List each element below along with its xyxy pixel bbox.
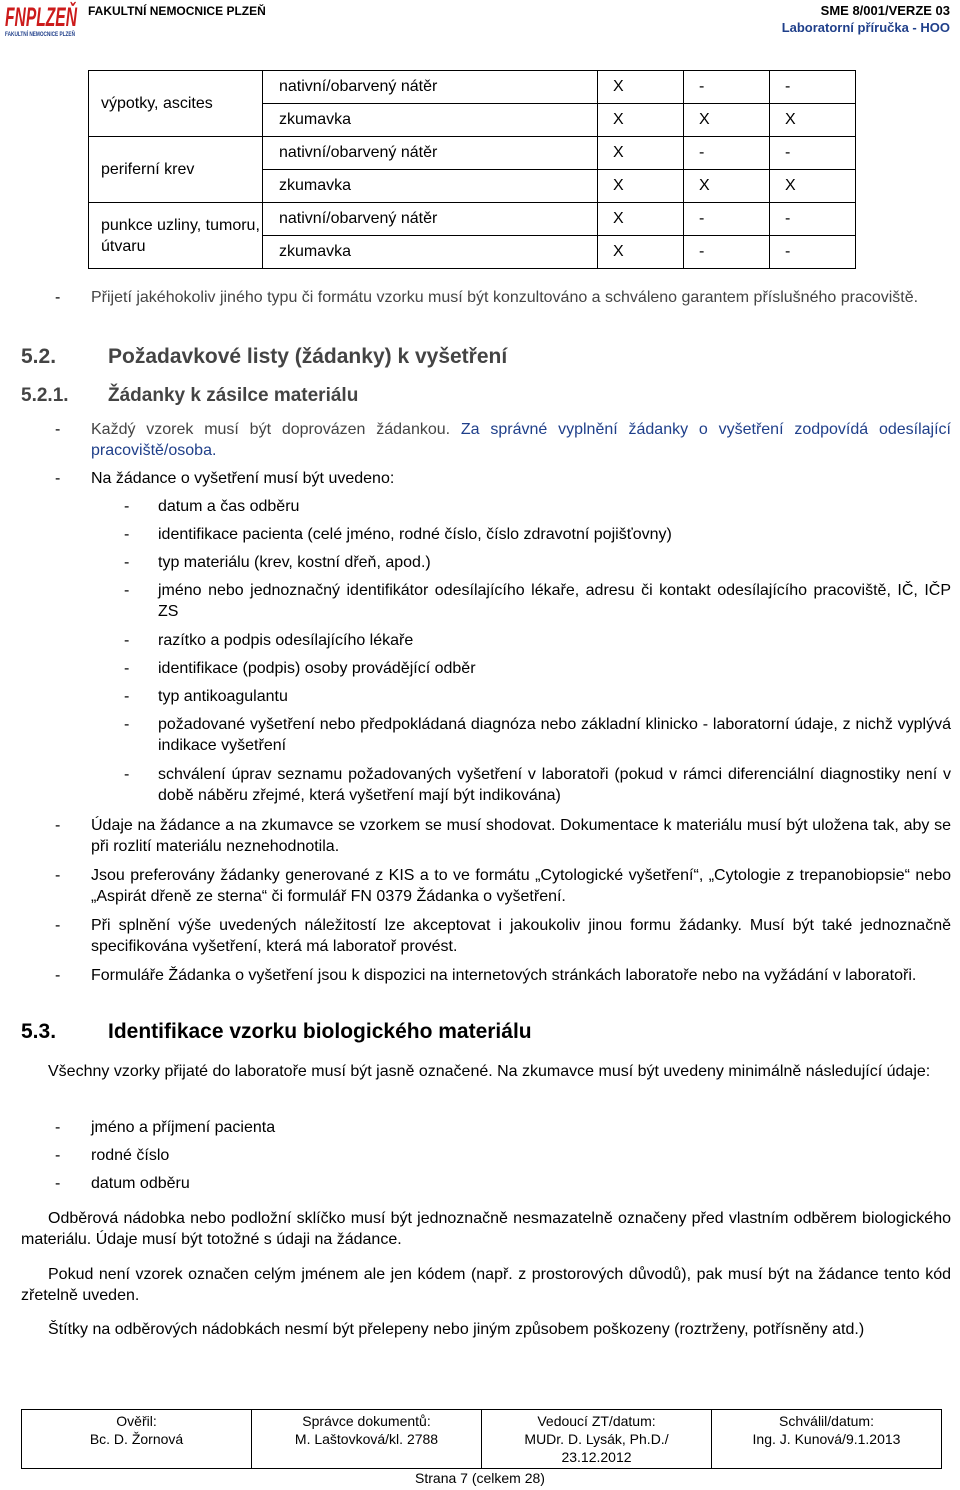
- subsection-number: 5.2.1.: [21, 385, 69, 406]
- list-item: identifikace pacienta (celé jméno, rodné číslo, číslo zdravotní pojišťovny): [158, 526, 672, 543]
- logo-caption: FAKULTNÍ NEMOCNICE PLZEŇ: [5, 32, 94, 38]
- document-code: SME 8/001/VERZE 03: [820, 3, 950, 18]
- list-item: datum odběru: [91, 1175, 190, 1192]
- bullet-dash: -: [55, 1147, 61, 1164]
- table-cell: -: [684, 236, 770, 269]
- table-row: [89, 203, 856, 236]
- subsection-heading: Žádanky k zásilce materiálu: [108, 385, 359, 406]
- bullet-dash: -: [124, 582, 130, 599]
- table-cell: zkumavka: [263, 170, 598, 203]
- footer-cell: [22, 1410, 252, 1469]
- bullet-dash: -: [124, 688, 130, 705]
- text-span: Za správné vyplnění žádanky o vyšetření zodpovídá odesílající pracoviště/osoba.: [91, 421, 951, 459]
- hospital-name: FAKULTNÍ NEMOCNICE PLZEŇ: [88, 4, 266, 18]
- page-number-text: Strana 7 (celkem 28): [415, 1470, 545, 1486]
- bullet-dash: -: [124, 498, 130, 515]
- section-number: 5.2.: [21, 345, 57, 368]
- footer-title: Správce dokumentů:: [302, 1413, 431, 1429]
- list-item: jméno a příjmení pacienta: [91, 1119, 276, 1136]
- table-cell: -: [684, 203, 770, 236]
- bullet-dash: -: [55, 917, 61, 934]
- table-cell: X: [598, 137, 684, 170]
- bullet-dash: -: [55, 470, 61, 487]
- list-item: jméno nebo jednoznačný identifikátor odesílajícího lékaře, adresu či kontakt odesílajícího pracoviště, IČ, IČP ZS: [158, 582, 951, 620]
- table-cell: nativní/obarvený nátěr: [263, 137, 598, 170]
- bullet-dash: -: [124, 766, 130, 783]
- bullet-dash: -: [55, 967, 61, 984]
- list-item: razítko a podpis odesílajícího lékaře: [158, 632, 414, 649]
- bullet-dash: -: [55, 867, 61, 884]
- footer-title: Schválil/datum:: [779, 1413, 874, 1429]
- table-cell: X: [684, 170, 770, 203]
- table-row: [89, 71, 856, 104]
- paragraph-request: [91, 419, 951, 461]
- table-row: [22, 1410, 942, 1469]
- table-cell: -: [684, 71, 770, 104]
- footer-value: Ing. J. Kunová/9.1.2013: [752, 1431, 901, 1447]
- table-cell: -: [770, 137, 856, 170]
- paragraph-required: Na žádance o vyšetření musí být uvedeno:: [91, 470, 395, 487]
- list-item: identifikace (podpis) osoby provádějící odběr: [158, 660, 476, 677]
- bullet-dash: -: [124, 632, 130, 649]
- bullet-dash: -: [124, 660, 130, 677]
- bullet-dash: -: [55, 421, 61, 438]
- table-cell-group: periferní krev: [89, 137, 263, 203]
- footer-cell: [252, 1410, 482, 1469]
- paragraph-stickers: Štítky na odběrových nádobkách nesmí být přelepeny nebo jiným způsobem poškozeny (roztrženy, potřísněny atd.): [48, 1321, 865, 1338]
- bullet-dash: -: [55, 1175, 61, 1192]
- table-cell: nativní/obarvený nátěr: [263, 203, 598, 236]
- logo-mark: FNPLZEŇ: [5, 2, 130, 32]
- bullet-dash: -: [55, 289, 61, 306]
- table-cell: -: [770, 71, 856, 104]
- table-cell-group: výpotky, ascites: [89, 71, 263, 137]
- list-item: datum a čas odběru: [158, 498, 300, 515]
- footer-value: M. Laštovková/kl. 2788: [294, 1431, 439, 1447]
- table-cell: X: [770, 170, 856, 203]
- footer-value: Bc. D. Žornová: [89, 1431, 184, 1447]
- table-cell: X: [598, 71, 684, 104]
- table-cell: X: [598, 170, 684, 203]
- paragraph-intake: Přijetí jakéhokoliv jiného typu či formátu vzorku musí být konzultováno a schváleno garantem příslušného pracoviště.: [91, 289, 919, 306]
- list-item: požadované vyšetření nebo předpokládaná diagnóza nebo základní klinicko - laboratorní údaje, z nichž vyplývá indikace vyšetření: [158, 716, 951, 754]
- footer-cell: [712, 1410, 942, 1469]
- paragraph-forms: Formuláře Žádanka o vyšetření jsou k dispozici na internetových stránkách laboratoře nebo na vyžádání v laboratoři.: [91, 967, 917, 984]
- table-cell: -: [684, 137, 770, 170]
- page-number: [0, 1470, 960, 1486]
- section-number: 5.3.: [21, 1020, 57, 1043]
- specimen-table: [88, 70, 856, 269]
- bullet-dash: -: [55, 1119, 61, 1136]
- footer-title: Vedoucí ZT/datum:: [537, 1413, 656, 1429]
- footer-value: MUDr. D. Lysák, Ph.D./ 23.12.2012: [524, 1431, 669, 1465]
- footer-title: Ověřil:: [116, 1413, 157, 1429]
- list-item: rodné číslo: [91, 1147, 170, 1164]
- table-cell-group: punkce uzliny, tumoru, útvaru: [89, 203, 263, 269]
- footer-cell: [482, 1410, 712, 1469]
- table-row: [89, 137, 856, 170]
- list-item: typ materiálu (krev, kostní dřeň, apod.): [158, 554, 431, 571]
- document-title: Laboratorní příručka - HOO: [781, 20, 950, 35]
- table-cell: X: [684, 104, 770, 137]
- table-cell: -: [770, 203, 856, 236]
- paragraph-match: Údaje na žádance a na zkumavce se vzorkem se musí shodovat. Dokumentace k materiálu musí být uložena tak, aby se při rozlití materiálu neznehodnotila.: [91, 817, 951, 855]
- bullet-dash: -: [124, 716, 130, 733]
- text-span: Každý vzorek musí být doprovázen žádankou.: [91, 421, 451, 438]
- section-heading: Požadavkové listy (žádanky) k vyšetření: [108, 345, 508, 368]
- paragraph-labels: Všechny vzorky přijaté do laboratoře musí být jasně označené. Na zkumavce musí být uvedeny minimálně následující údaje:: [48, 1063, 931, 1080]
- table-cell: X: [598, 236, 684, 269]
- bullet-dash: -: [124, 526, 130, 543]
- table-cell: -: [770, 236, 856, 269]
- table-cell: X: [770, 104, 856, 137]
- paragraph-accept: Při splnění výše uvedených náležitostí lze akceptovat i jakoukoliv jinou formu žádanky. Musí být také jednoznačně specifikována vyšetření, která má laboratoř provést.: [91, 917, 951, 955]
- hospital-logo: [4, 2, 130, 38]
- section-heading: Identifikace vzorku biologického materiálu: [108, 1020, 532, 1043]
- bullet-dash: -: [55, 817, 61, 834]
- paragraph-code: Pokud není vzorek označen celým jménem ale jen kódem (např. z prostorových důvodů), pak musí být na žádance tento kód zřetelně uveden.: [21, 1266, 951, 1304]
- paragraph-preferred: Jsou preferovány žádanky generované z KIS a to ve formátu „Cytologické vyšetření“, „Cytologie z trepanobiopsie“ nebo „Aspirát dřeně ze sterna“ či formulář FN 0379 Žádanka o vyšetření.: [91, 867, 951, 905]
- footer-table: [21, 1409, 942, 1469]
- paragraph-container: Odběrová nádobka nebo podložní sklíčko musí být jednoznačně nesmazatelně označeny před vlastním odběrem biologického materiálu. Údaje musí být totožné s údaji na žádance.: [21, 1210, 951, 1248]
- table-cell: zkumavka: [263, 236, 598, 269]
- table-cell: X: [598, 104, 684, 137]
- list-item: schválení úprav seznamu požadovaných vyšetření v laboratoři (pokud v rámci diferenciální diagnostiky není v době náběru zřejmé, která vyšetření mají být indikována): [158, 766, 951, 804]
- table-cell: X: [598, 203, 684, 236]
- list-item: typ antikoagulantu: [158, 688, 288, 705]
- table-cell: zkumavka: [263, 104, 598, 137]
- bullet-dash: -: [124, 554, 130, 571]
- table-cell: nativní/obarvený nátěr: [263, 71, 598, 104]
